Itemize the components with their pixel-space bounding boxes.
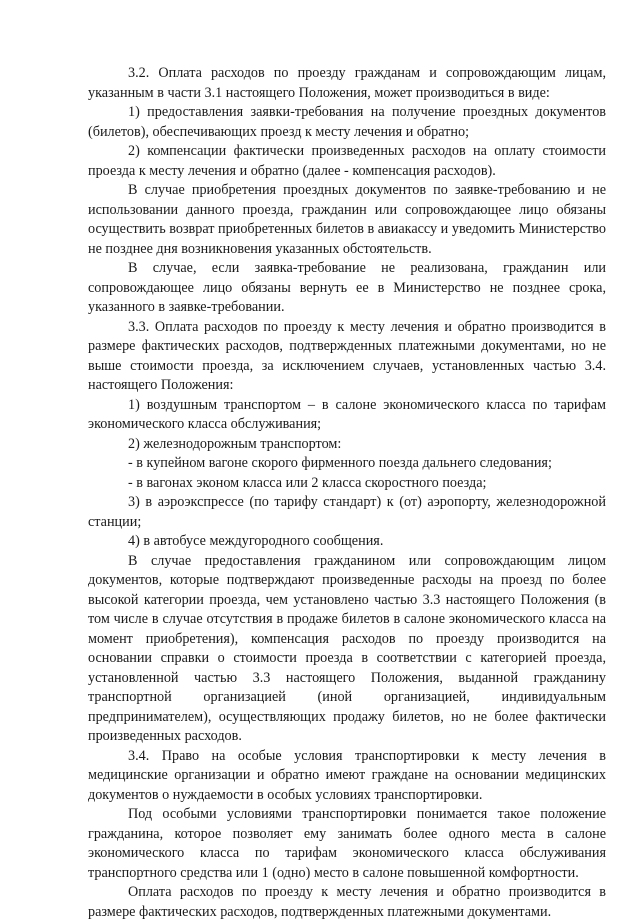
- paragraph-item-2: 2) компенсации фактически произведенных расходов на оплату стоимости проезда к месту лечения и обратно (далее - компенсация расходов).: [88, 143, 606, 179]
- paragraph-3-2: 3.2. Оплата расходов по проезду гражданам и сопровождающим лицам, указанным в части 3.1 настоящего Положения, может производиться в виде:: [88, 65, 606, 101]
- paragraph-rail-compartment: - в купейном вагоне скорого фирменного поезда дальнего следования;: [128, 455, 552, 471]
- paragraph-rail-transport: 2) железнодорожным транспортом:: [128, 435, 342, 452]
- paragraph-special-conditions: Под особыми условиями транспортировки понимается такое положение гражданина, которое позволяет ему занимать более одного места в салоне экономического класса по тарифам экономического класса обслуживания транспортного средства или 1 (одно) место в салоне повышенной комфортности.: [88, 806, 606, 881]
- paragraph-ticket-return: В случае приобретения проездных документов по заявке-требованию и не использовании данного проезда, гражданин или сопровождающее лицо обязаны осуществить возврат приобретенных билетов в авиакассу и уведомить Министерство не позднее дня возникновения указанных обстоятельств.: [88, 182, 606, 257]
- document-page: [88, 64, 606, 922]
- paragraph-aeroexpress: 3) в аэроэкспрессе (по тарифу стандарт) к (от) аэропорту, железнодорожной станции;: [88, 494, 606, 530]
- paragraph-request-return: В случае, если заявка-требование не реализована, гражданин или сопровождающее лицо обязаны вернуть ее в Министерство не позднее срока, указанного в заявке-требовании.: [88, 260, 606, 315]
- paragraph-higher-category: В случае предоставления гражданином или сопровождающим лицом документов, которые подтверждают произведенные расходы на проезд по более высокой категории проезда, чем установлено частью 3.3 настоящего Положения (в том числе в случае отсутствия в продаже билетов в салоне экономического класса на момент приобретения), компенсация расходов по проезду производится на основании справки о стоимости проезда в соответствии с категорией проезда, установленной частью 3.3 настоящего Положения, выданной гражданину транспортной организацией (иной организацией, индивидуальным предпринимателем), осуществляющих продажу билетов, но не более фактически произведенных расходов.: [88, 552, 606, 744]
- paragraph-3-3: 3.3. Оплата расходов по проезду к месту лечения и обратно производится в размере фактических расходов, подтвержденных платежными документами, но не выше стоимости проезда, за исключением случаев, установленных частью 3.4. настоящего Положения:: [88, 318, 606, 393]
- paragraph-air-transport: 1) воздушным транспортом – в салоне экономического класса по тарифам экономического класса обслуживания;: [88, 396, 606, 432]
- paragraph-rail-economy: - в вагонах эконом класса или 2 класса скоростного поезда;: [128, 474, 487, 491]
- paragraph-bus: 4) в автобусе междугородного сообщения.: [128, 533, 384, 549]
- paragraph-item-1: 1) предоставления заявки-требования на получение проездных документов (билетов), обеспечивающих проезд к месту лечения и обратно;: [88, 104, 606, 140]
- paragraph-3-4: 3.4. Право на особые условия транспортировки к месту лечения в медицинские организации и обратно имеют граждане на основании медицинских документов о нуждаемости в особых условиях транспортировки.: [88, 747, 606, 803]
- paragraph-payment-actual: Оплата расходов по проезду к месту лечения и обратно производится в размере фактических расходов, подтвержденных платежными документами.: [88, 884, 606, 920]
